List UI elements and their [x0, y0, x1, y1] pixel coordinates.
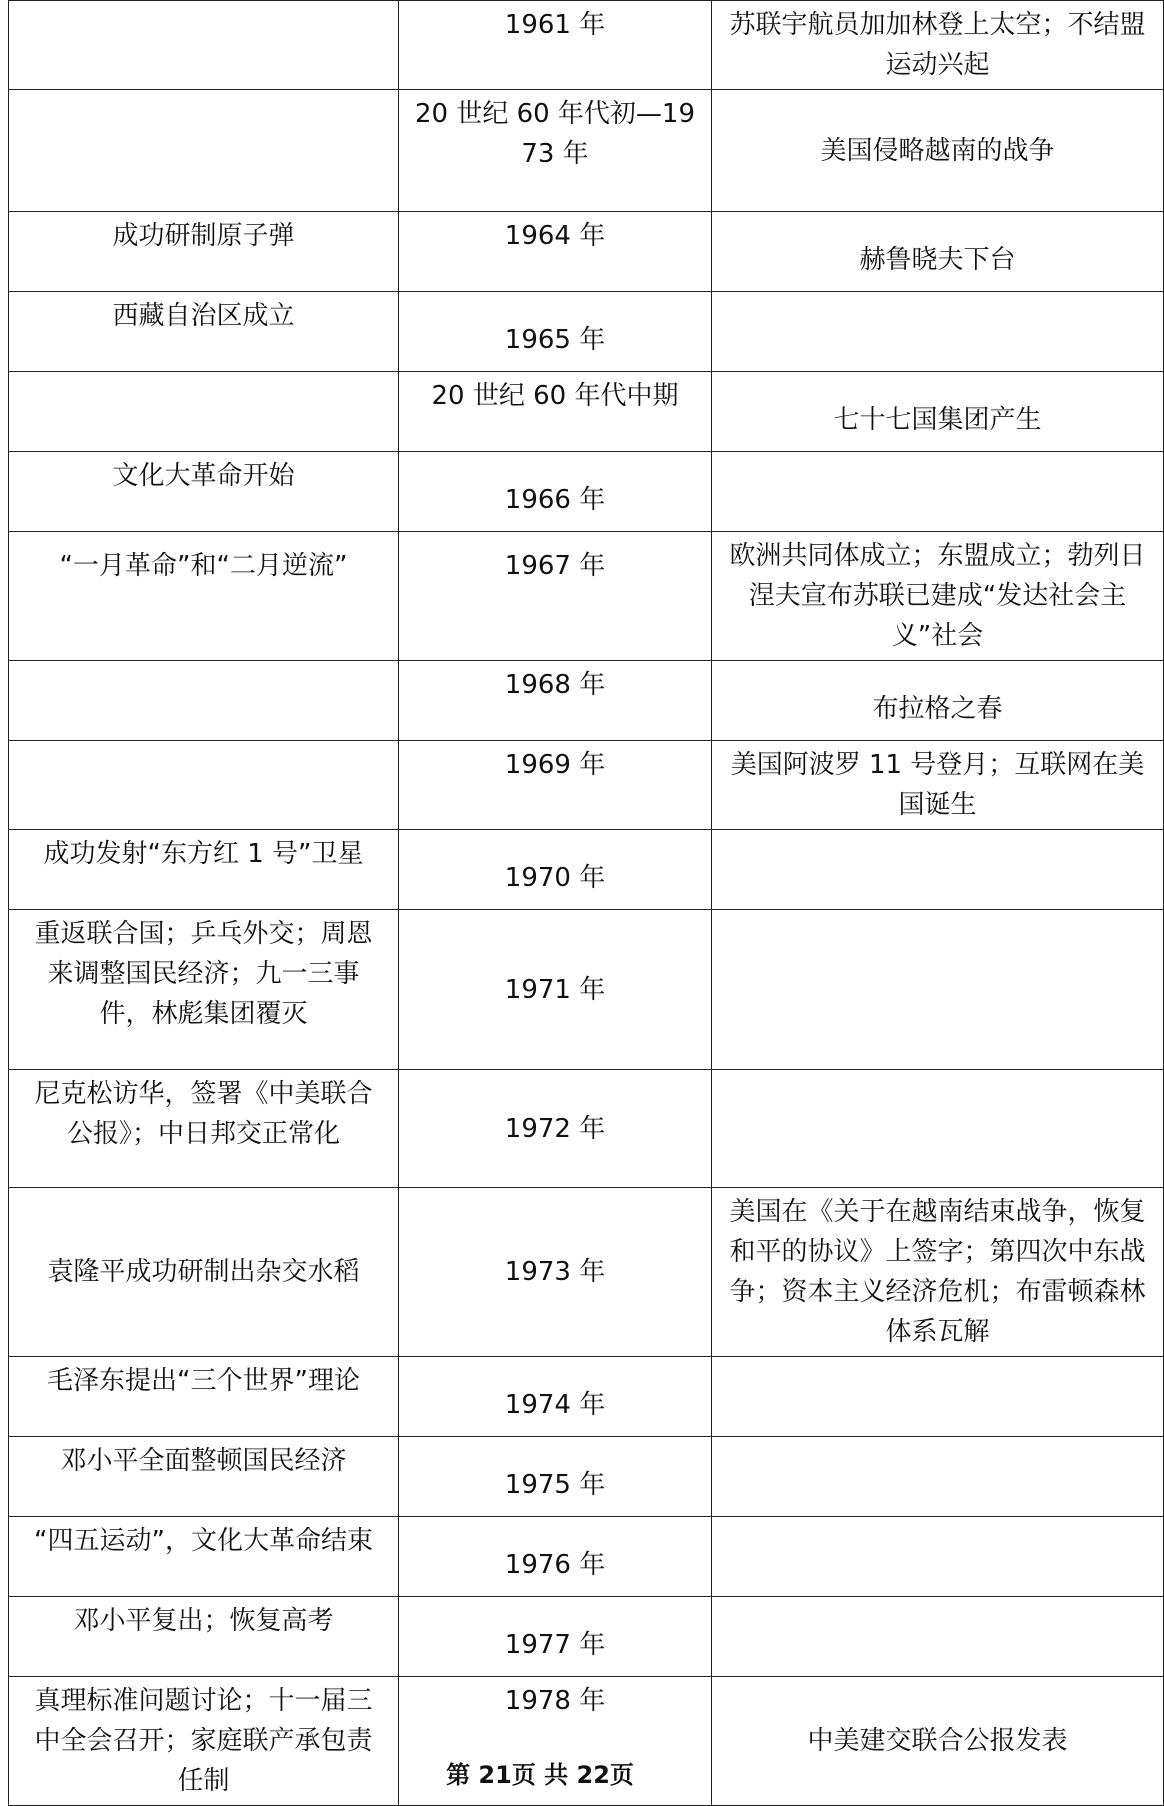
year-cell: 1969 年 — [399, 741, 712, 830]
year-cell: 1972 年 — [399, 1070, 712, 1188]
world-event-cell — [712, 1070, 1164, 1188]
china-event-cell: 真理标准问题讨论；十一届三中全会召开；家庭联产承包责任制 — [9, 1677, 399, 1806]
world-event-cell: 美国侵略越南的战争 — [712, 90, 1164, 212]
china-event-cell: 成功研制原子弹 — [9, 212, 399, 292]
world-event-cell — [712, 292, 1164, 372]
page-footer — [0, 1758, 1080, 1793]
year-cell: 1977 年 — [399, 1597, 712, 1677]
china-event-cell — [9, 90, 399, 212]
china-event-cell: 成功发射“东方红 1 号”卫星 — [9, 830, 399, 910]
table-row — [9, 1517, 1164, 1597]
table-row — [9, 661, 1164, 741]
world-event-cell: 美国阿波罗 11 号登月；互联网在美国诞生 — [712, 741, 1164, 830]
china-event-cell: 袁隆平成功研制出杂交水稻 — [9, 1188, 399, 1357]
year-cell: 1973 年 — [399, 1188, 712, 1357]
table-row — [9, 372, 1164, 452]
world-event-cell — [712, 1597, 1164, 1677]
world-event-cell: 布拉格之春 — [712, 661, 1164, 741]
china-event-cell: 西藏自治区成立 — [9, 292, 399, 372]
table-row — [9, 90, 1164, 212]
year-cell: 1968 年 — [399, 661, 712, 741]
china-event-cell: 邓小平复出；恢复高考 — [9, 1597, 399, 1677]
year-cell: 1976 年 — [399, 1517, 712, 1597]
table-row — [9, 1597, 1164, 1677]
table-row — [9, 830, 1164, 910]
world-event-cell — [712, 910, 1164, 1070]
world-event-cell: 苏联宇航员加加林登上太空；不结盟运动兴起 — [712, 1, 1164, 90]
world-event-cell: 美国在《关于在越南结束战争，恢复和平的协议》上签字；第四次中东战争；资本主义经济危机；布雷顿森林体系瓦解 — [712, 1188, 1164, 1357]
world-event-cell: 中美建交联合公报发表 — [712, 1677, 1164, 1806]
table-row — [9, 1437, 1164, 1517]
china-event-cell: “一月革命”和“二月逆流” — [9, 532, 399, 661]
table-row — [9, 292, 1164, 372]
table-row — [9, 212, 1164, 292]
table-row — [9, 1357, 1164, 1437]
china-event-cell: “四五运动”，文化大革命结束 — [9, 1517, 399, 1597]
table-row — [9, 910, 1164, 1070]
year-cell: 1974 年 — [399, 1357, 712, 1437]
china-event-cell — [9, 1, 399, 90]
table-row — [9, 452, 1164, 532]
year-cell: 1967 年 — [399, 532, 712, 661]
year-cell: 1961 年 — [399, 1, 712, 90]
year-cell: 1978 年 — [399, 1677, 712, 1806]
table-row — [9, 1188, 1164, 1357]
world-event-cell — [712, 1517, 1164, 1597]
world-event-cell: 欧洲共同体成立；东盟成立；勃列日涅夫宣布苏联已建成“发达社会主义”社会 — [712, 532, 1164, 661]
world-event-cell — [712, 452, 1164, 532]
china-event-cell — [9, 372, 399, 452]
world-event-cell — [712, 1357, 1164, 1437]
year-cell: 1964 年 — [399, 212, 712, 292]
world-event-cell: 七十七国集团产生 — [712, 372, 1164, 452]
world-event-cell — [712, 830, 1164, 910]
year-cell: 20 世纪 60 年代中期 — [399, 372, 712, 452]
year-cell: 1965 年 — [399, 292, 712, 372]
history-timeline-table — [8, 0, 1164, 1806]
world-event-cell: 赫鲁晓夫下台 — [712, 212, 1164, 292]
table-row — [9, 1, 1164, 90]
table-row — [9, 1070, 1164, 1188]
china-event-cell: 邓小平全面整顿国民经济 — [9, 1437, 399, 1517]
china-event-cell: 重返联合国；乒乓外交；周恩来调整国民经济；九一三事件，林彪集团覆灭 — [9, 910, 399, 1070]
china-event-cell — [9, 661, 399, 741]
world-event-cell — [712, 1437, 1164, 1517]
year-cell: 1971 年 — [399, 910, 712, 1070]
table-row — [9, 741, 1164, 830]
china-event-cell: 文化大革命开始 — [9, 452, 399, 532]
year-cell: 1966 年 — [399, 452, 712, 532]
year-cell: 20 世纪 60 年代初—1973 年 — [399, 90, 712, 212]
page-number-label: 第 21页 共 22页 — [446, 1761, 634, 1789]
year-cell: 1970 年 — [399, 830, 712, 910]
table-row — [9, 532, 1164, 661]
year-cell: 1975 年 — [399, 1437, 712, 1517]
china-event-cell: 尼克松访华，签署《中美联合公报》；中日邦交正常化 — [9, 1070, 399, 1188]
china-event-cell — [9, 741, 399, 830]
china-event-cell: 毛泽东提出“三个世界”理论 — [9, 1357, 399, 1437]
